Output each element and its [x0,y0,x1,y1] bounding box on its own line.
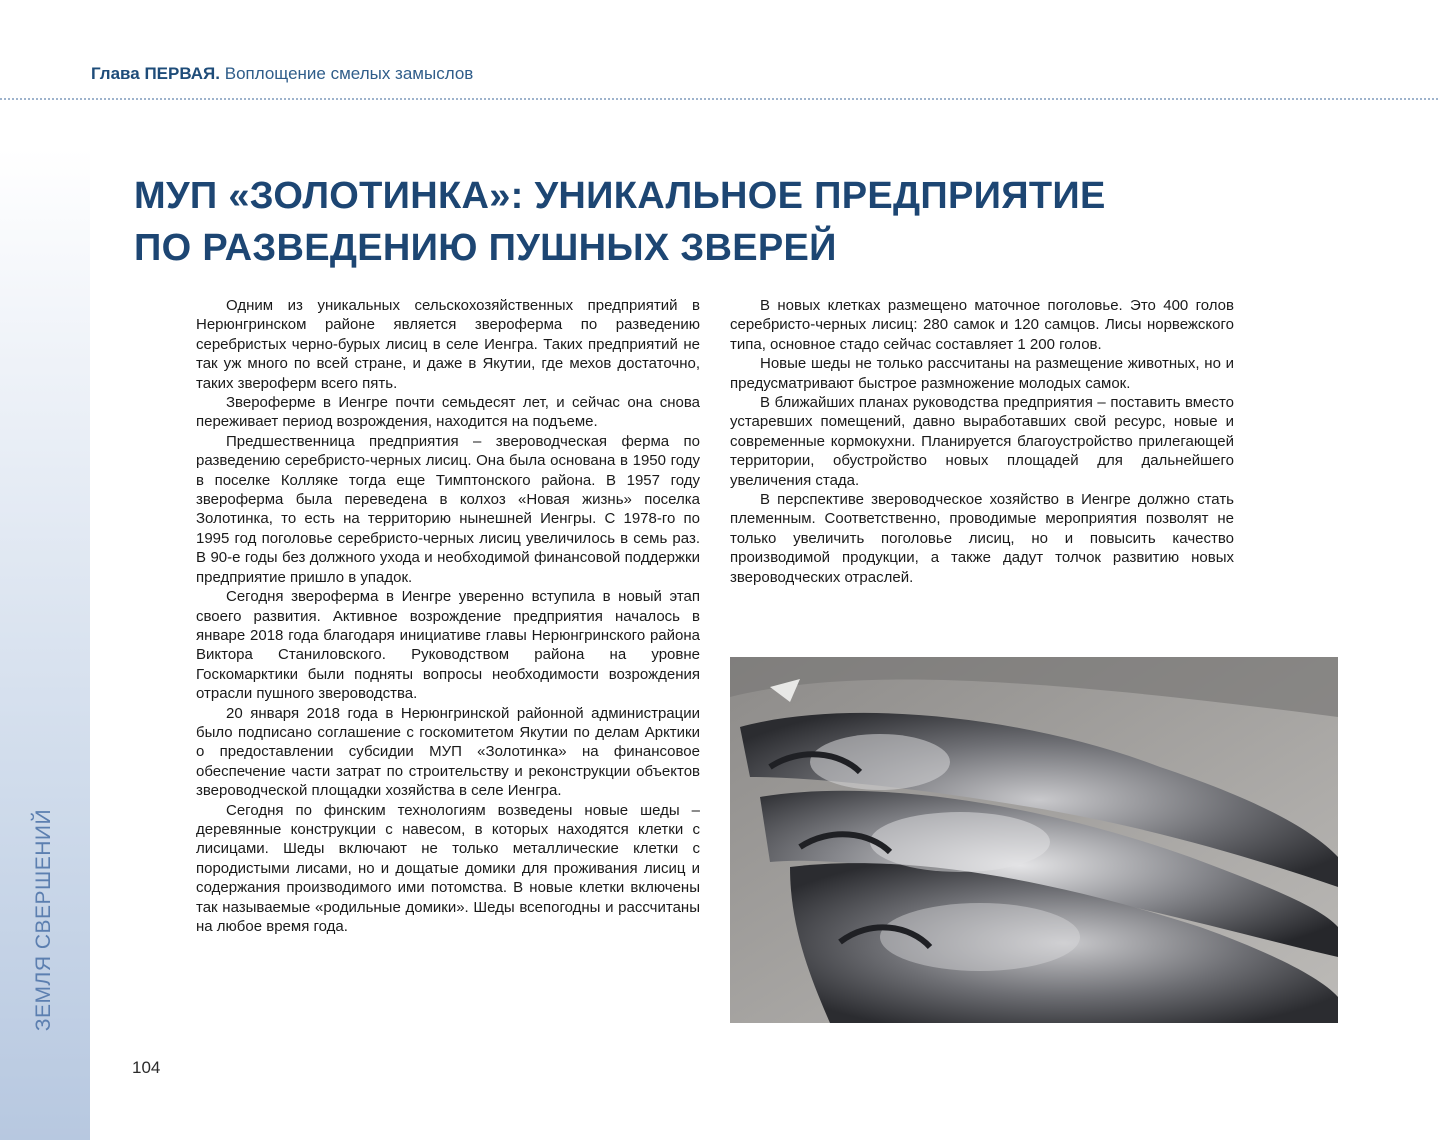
right-text-column [730,296,1234,587]
paragraph: В новых клетках размещено маточное поголовье. Это 400 голов серебристо-черных лисиц: 280 самок и 120 самцов. Лисы норвежского типа, основное стадо сейчас составляет 1 200 голов. [730,297,1234,353]
paragraph: Новые шеды не только рассчитаны на размещение животных, но и предусматривают быстрое размножение молодых самок. [730,355,1234,392]
article-title-line-2: ПО РАЗВЕДЕНИЮ ПУШНЫХ ЗВЕРЕЙ [134,227,837,269]
paragraph: Одним из уникальных сельскохозяйственных предприятий в Нерюнгринском районе является звероферма по разведению серебристых черно-бурых лисиц в селе Иенгра. Таких предприятий не так уж много по всей стране, и даже в Якутии, где мехов достаточно, таких звероферм всего пять. [196,297,700,392]
sidebar-section-label: ЗЕМЛЯ СВЕРШЕНИЙ [32,808,55,1032]
article-title-line-1: МУП «ЗОЛОТИНКА»: УНИКАЛЬНОЕ ПРЕДПРИЯТИЕ [134,175,1106,217]
paragraph: 20 января 2018 года в Нерюнгринской районной администрации было подписано соглашение с госкомитетом Якутии по делам Арктики о предоставлении субсидии МУП «Золотинка» на финансовое обеспечение части затрат по строительству и реконструкции объектов звероводческой площадки хозяйства в селе Иенгра. [196,704,700,800]
paragraph: В перспективе звероводческое хозяйство в Иенгре должно стать племенным. Соответственно, проводимые мероприятия позволят не только увеличить поголовье лисиц, но и повысить качество производимой продукции, а также дадут толчок развитию новых звероводческих отраслей. [730,491,1234,586]
page-number: 104 [132,1058,161,1077]
chapter-title: Воплощение смелых замыслов [224,64,474,83]
dotted-divider [0,98,1438,100]
article-title [134,170,1284,274]
paragraph: Звероферме в Иенгре почти семьдесят лет, и сейчас она снова переживает период возрождения, находится на подъеме. [196,394,700,431]
fox-pelts-photo [730,657,1338,1023]
running-head [91,64,473,84]
paragraph: В ближайших планах руководства предприятия – поставить вместо устаревших помещений, давно выработавших свой ресурс, новые и современные кормокухни. Планируется благоустройство прилегающей территории, обустройство новых площадей для дальнейшего увеличения стада. [730,394,1234,489]
paragraph: Сегодня звероферма в Иенгре уверенно вступила в новый этап своего развития. Активное возрождение предприятия началось в январе 2018 года благодаря инициативе главы Нерюнгринского района Виктора Станиловского. Руководством района на уровне Госкомарктики были подняты вопросы необходимости возрождения отрасли пушного звероводства. [196,588,700,703]
paragraph: Сегодня по финским технологиям возведены новые шеды – деревянные конструкции с навесом, в которых находятся клетки с лисицами. Шеды включают не только металлические клетки с породистыми лисами, но и дощатые домики для проживания лисиц и содержания производимого ими потомства. В новые клетки включены так называемые «родильные домики». Шеды всепогодны и рассчитаны на любое время года. [196,801,700,935]
left-text-column [196,296,700,936]
paragraph: Предшественница предприятия – звероводческая ферма по разведению серебристо-черных лисиц. Она была основана в 1950 году в поселке Колляке тогда еще Тимптонского района. В 1957 году звероферма была переведена в колхоз «Новая жизнь» поселка Золотинка, то есть на территорию нынешней Иенгры. С 1978-го по 1995 год поголовье серебристо-черных лисиц увеличилось в семь раз. В 90-е годы без должного ухода и необходимой финансовой поддержки предприятие пришло в упадок. [196,432,700,586]
fox-pelts-illustration [730,657,1338,1023]
chapter-label: Глава ПЕРВАЯ. [91,64,220,83]
